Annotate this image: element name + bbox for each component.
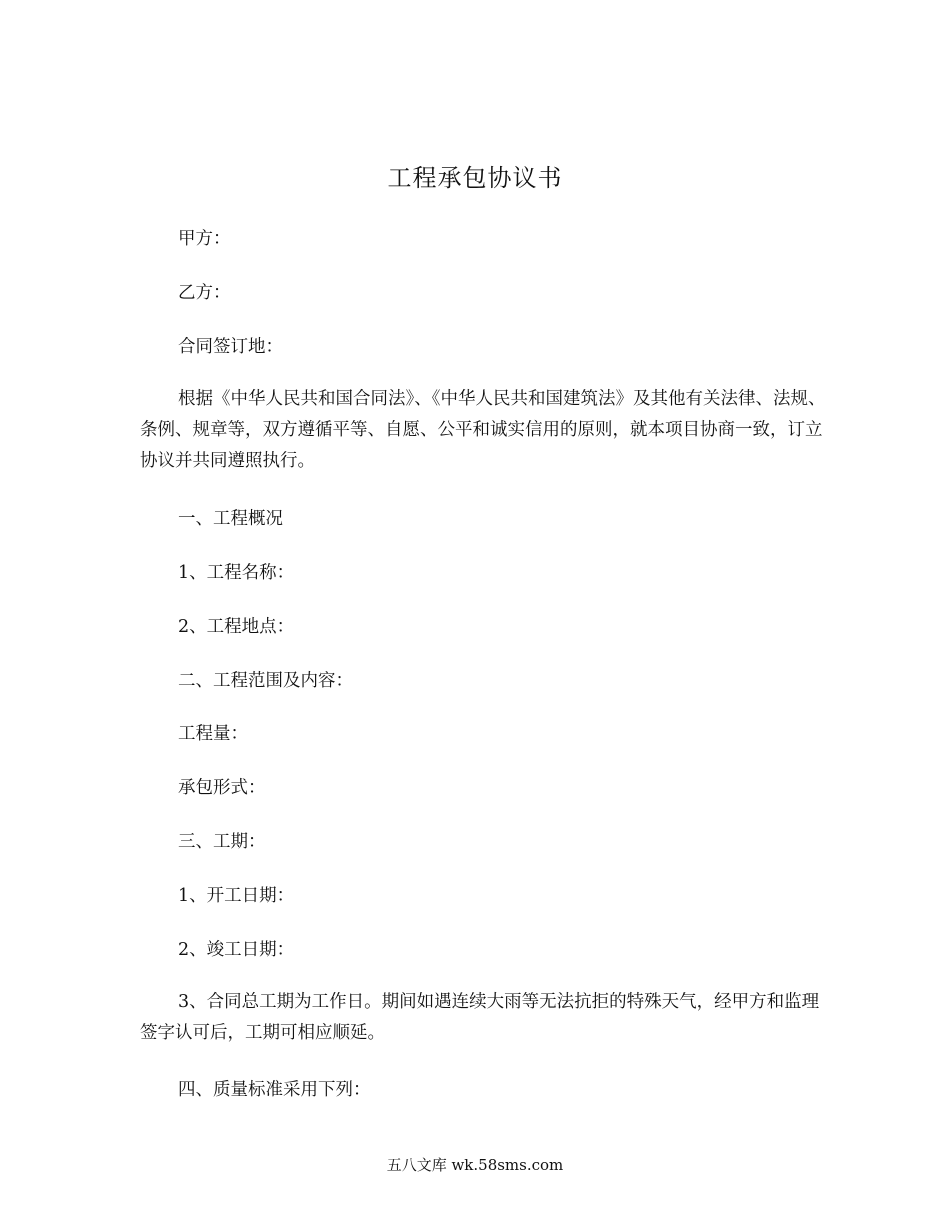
project-location-line: 2、工程地点： xyxy=(178,617,295,637)
document-title: 工程承包协议书 xyxy=(387,164,563,192)
contract-form-line: 承包形式： xyxy=(178,778,266,798)
section-1-heading: 一、工程概况 xyxy=(178,509,283,529)
sign-place-line: 合同签订地： xyxy=(178,337,283,357)
section-4-heading: 四、质量标准采用下列： xyxy=(178,1080,371,1100)
preamble-paragraph: 根据《中华人民共和国合同法》、《中华人民共和国建筑法》及其他有关法律、法规、条例、规章等，双方遵循平等、自愿、公平和诚实信用的原则，就本项目协商一致，订立协议并共同遵照执行。 xyxy=(140,389,826,471)
section-3-heading: 三、工期： xyxy=(178,832,266,852)
completion-date-line: 2、竣工日期： xyxy=(178,940,295,960)
party-b-line: 乙方： xyxy=(178,283,231,303)
quantity-line: 工程量： xyxy=(178,724,248,744)
duration-paragraph: 3、合同总工期为工作日。期间如遇连续大雨等无法抗拒的特殊天气，经甲方和监理签字认可后，工期可相应顺延。 xyxy=(140,992,820,1043)
start-date-line: 1、开工日期： xyxy=(178,886,295,906)
section-2-heading: 二、工程范围及内容： xyxy=(178,671,353,691)
party-a-line: 甲方： xyxy=(178,229,231,249)
footer-watermark: 五八文库 wk.58sms.com xyxy=(386,1156,564,1174)
project-name-line: 1、工程名称： xyxy=(178,563,295,583)
